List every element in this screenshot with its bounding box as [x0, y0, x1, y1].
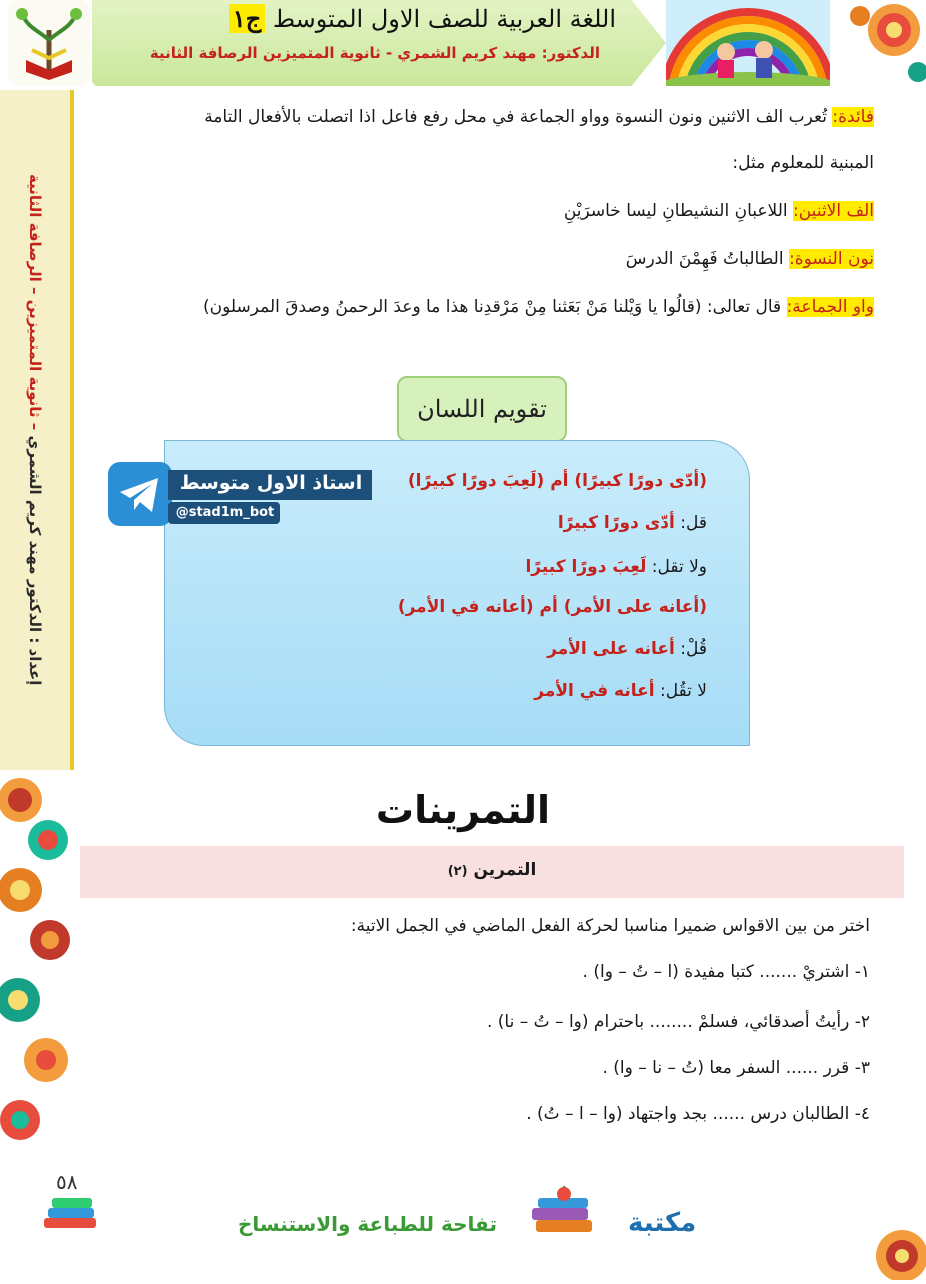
ornament-top-right: [846, 0, 926, 86]
taqweem-line: (أدّى دورًا كبيرًا) أم (لَعِبَ دورًا كبيرًا): [407, 471, 707, 491]
volume-badge: ج١: [229, 4, 265, 33]
taqweem-line: لا تقُل: أعانه في الأمر: [534, 681, 707, 701]
books-icon: [40, 1196, 100, 1232]
faida-line1: فائدة: تُعرب الف الاثنين ونون النسوة وواو الجماعة في محل رفع فاعل اذا اتصلت بالأفعال التامة: [204, 107, 874, 127]
taqweem-line: قل: أدّى دورًا كبيرًا: [557, 513, 707, 533]
taqweem-title: تقويم اللسان: [397, 376, 567, 442]
example-dual: الف الاثنين: اللاعبانِ النشيطانِ ليسا خاسرَيْنِ: [563, 201, 874, 221]
telegram-name: استاذ الاول متوسط: [179, 472, 363, 494]
telegram-handle: @stad1m_bot: [175, 505, 275, 520]
exercise-question: ٣- قرر ...... السفر معا (تُ – نا – وا) .: [602, 1058, 870, 1078]
taqweem-line: ولا تقل: لَعِبَ دورًا كبيرًا: [525, 557, 707, 577]
side-band-text: إعداد : الدكتور مهند كريم الشمري – ثانوية المتميزين – الرصافة الثانية: [26, 174, 44, 686]
header-subtitle: الدكتور: مهند كريم الشمري - ثانوية المتميزين الرصافة الثانية: [149, 44, 600, 62]
telegram-badge[interactable]: [108, 462, 372, 526]
faida-label: فائدة:: [832, 107, 874, 127]
taqweem-line: (أعانه على الأمر) أم (أعانه في الأمر): [397, 597, 707, 617]
rainbow-illustration: [666, 0, 830, 86]
example-plural: واو الجماعة: قال تعالى: (قالُوا يا وَيْلنا مَنْ بَعَثنا مِنْ مَرْقدِنا هذا ما وعدَ الرحمنُ وصدقَ المرسلون): [202, 297, 874, 317]
exercise-question: ٢- رأيتُ أصدقائي، فسلمْ ........ باحترام (وا – تُ – نا) .: [486, 1012, 870, 1032]
header-title: اللغة العربية للصف الاول المتوسط ج١: [229, 4, 616, 33]
school-logo: [8, 0, 90, 86]
exercises-title: التمرينات: [375, 788, 551, 832]
exercise-question: ٤- الطالبان درس ...... بجد واجتهاد (وا – ا – تُ) .: [526, 1104, 870, 1124]
exercise-question: ١- اشتريْ ....... كتبا مفيدة (ا – تُ – وا) .: [582, 962, 870, 982]
example-feminine: نون النسوة: الطالباتُ فَهِمْنَ الدرسَ: [625, 249, 874, 269]
footer-library-name: تفاحة للطباعة والاستنساخ: [238, 1212, 497, 1236]
apple-books-icon: [530, 1186, 596, 1238]
faida-line2: المبنية للمعلوم مثل:: [732, 153, 874, 173]
taqweem-line: قُلْ: أعانه على الأمر: [547, 639, 707, 659]
header-banner: [92, 0, 666, 86]
page-number: ٥٨: [56, 1170, 78, 1194]
ornament-bottom-right: [856, 1210, 926, 1280]
exercise-instruction: اختر من بين الاقواس ضميرا مناسبا لحركة الفعل الماضي في الجمل الاتية:: [350, 916, 870, 936]
exercise-heading: التمرين (٢): [447, 860, 537, 880]
footer-library: مكتبة: [628, 1208, 697, 1238]
